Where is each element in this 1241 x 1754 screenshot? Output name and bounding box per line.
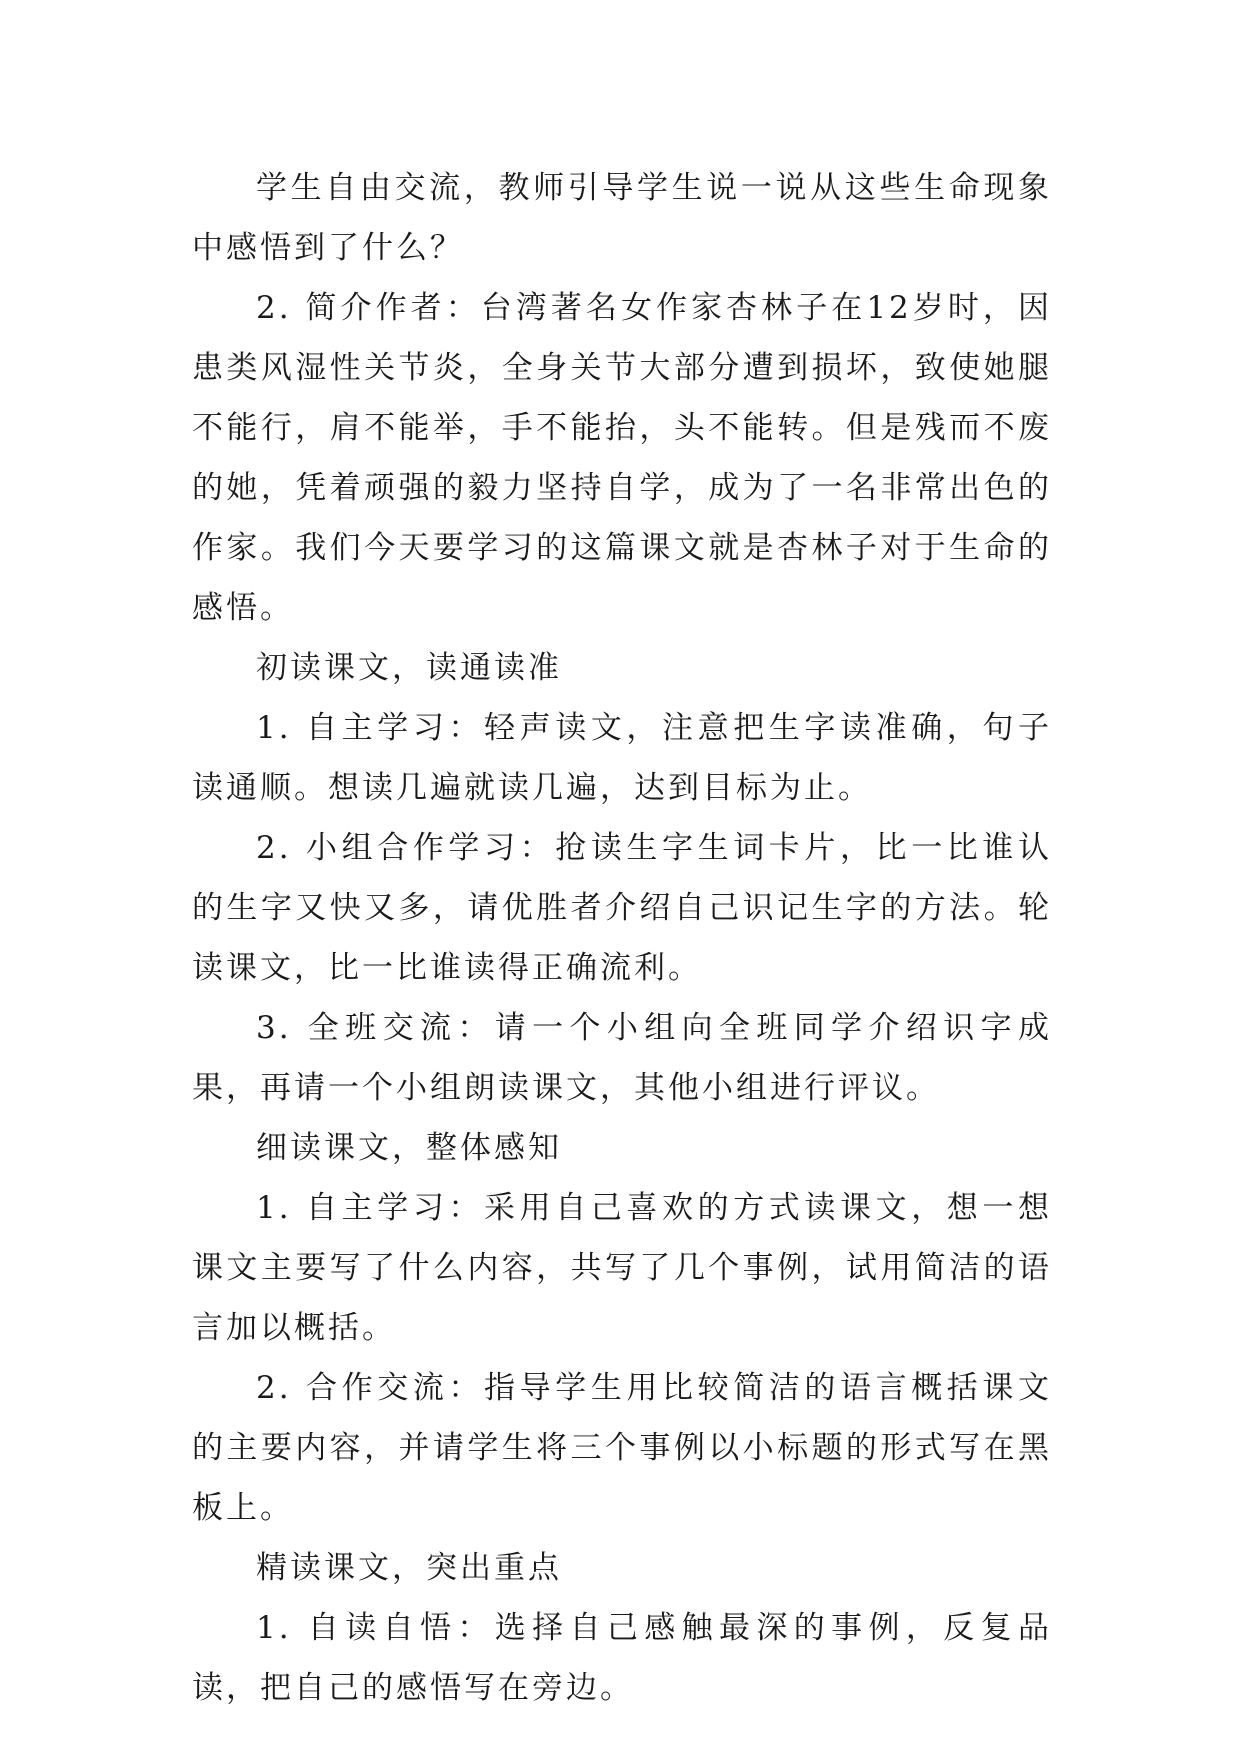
paragraph-class-exchange: 3. 全班交流：请一个小组向全班同学介绍识字成果，再请一个小组朗读课文，其他小组进行评议。 [192, 1010, 1052, 1106]
paragraph-intro-discussion: 学生自由交流，教师引导学生说一说从这些生命现象中感悟到了什么？ [192, 170, 1052, 266]
paragraph-cooperative-exchange: 2. 合作交流：指导学生用比较简洁的语言概括课文的主要内容，并请学生将三个事例以小标题的形式写在黑板上。 [192, 1370, 1052, 1526]
paragraph-summary-study: 1. 自主学习：采用自己喜欢的方式读课文，想一想课文主要写了什么内容，共写了几个事例，试用简洁的语言加以概括。 [192, 1190, 1052, 1346]
section-heading-first-reading: 初读课文，读通读准 [256, 650, 562, 686]
paragraph-group-study: 2. 小组合作学习：抢读生字生词卡片，比一比谁认的生字又快又多，请优胜者介绍自己识记生字的方法。轮读课文，比一比谁读得正确流利。 [192, 830, 1052, 986]
paragraph-author-intro: 2. 简介作者：台湾著名女作家杏林子在12岁时，因患类风湿性关节炎，全身关节大部分遭到损坏，致使她腿不能行，肩不能举，手不能抬，头不能转。但是残而不废的她，凭着顽强的毅力坚持自学，成为了一名非常出色的作家。我们今天要学习的这篇课文就是杏林子对于生命的感悟。 [192, 290, 1052, 626]
section-heading-intensive-reading: 精读课文，突出重点 [256, 1550, 562, 1586]
section-heading-detailed-reading: 细读课文，整体感知 [256, 1130, 562, 1166]
document-body [192, 158, 1052, 1718]
paragraph-self-study: 1. 自主学习：轻声读文，注意把生字读准确，句子读通顺。想读几遍就读几遍，达到目标为止。 [192, 710, 1052, 806]
paragraph-self-reflection: 1. 自读自悟：选择自己感触最深的事例，反复品读，把自己的感悟写在旁边。 [192, 1610, 1052, 1706]
